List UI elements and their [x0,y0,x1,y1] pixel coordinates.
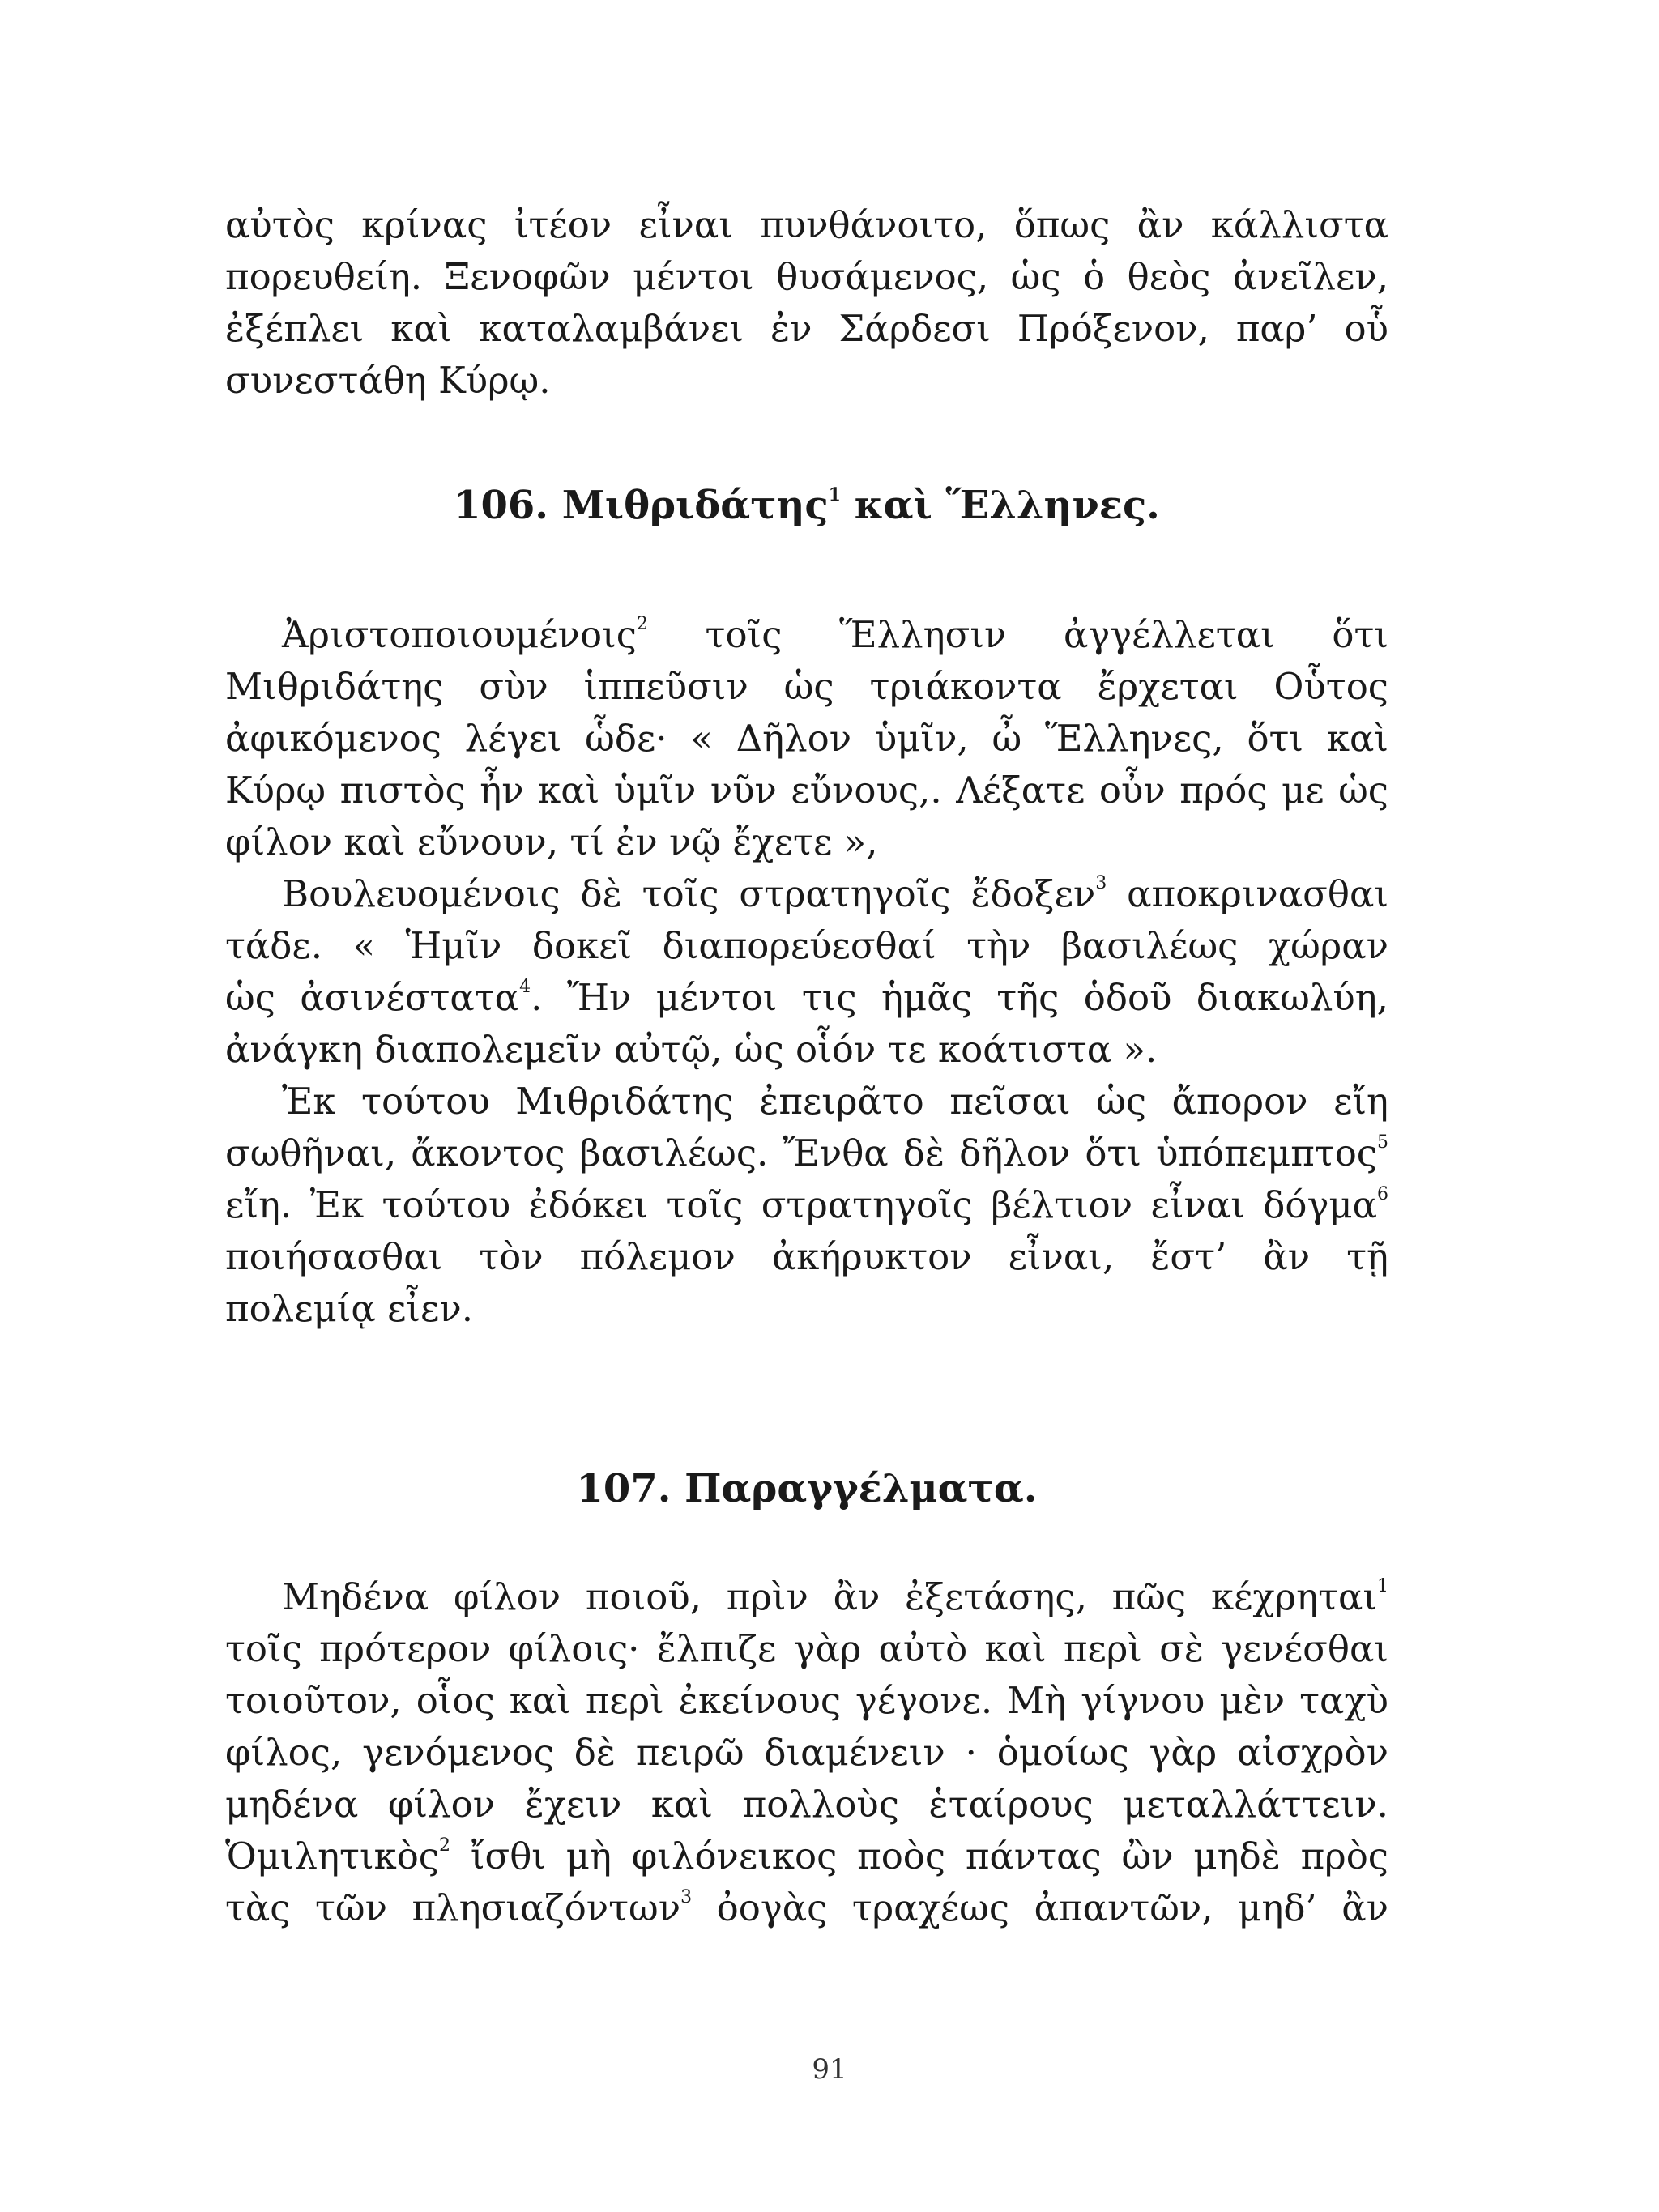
text-run: . Ἤν μέντοι τις ἡμᾶς τῆς ὁδοῦ διακωλύη, [531,976,1388,1019]
text-line [225,1831,1388,1882]
footnote-marker: 3 [680,1887,693,1907]
footnote-marker: 6 [1377,1184,1388,1204]
heading-text: 106. Μιθριδάτης [454,483,829,528]
text-line [225,1882,1388,1934]
text-run: τὰς τῶν πλησιαζόντων [225,1886,681,1929]
text-line: ἀνάγκη διαπολεμεῖν αὐτῷ, ὡς οἷόν τε κοάτιστα ». [225,1028,1158,1071]
intro-paragraph [225,199,1388,407]
footnote-marker: 4 [519,977,531,997]
footnote-marker: 2 [439,1835,451,1856]
text-line: πολεμίᾳ εἶεν. [225,1287,474,1330]
text-line [225,1179,1388,1231]
text-line: ἐξέπλει καὶ καταλαμβάνει ἐν Σάρδεσι Πρόξενον, παρ’ οὗ [225,307,1388,350]
text-run: τοῖς Ἕλλησιν ἀγγέλλεται ὅτι [647,613,1388,656]
page-number: 91 [812,2053,847,2086]
text-line: φίλος, γενόμενος δὲ πειρῶ διαμένειν · ὁμοίως γὰρ αἰσχρὸν [225,1731,1388,1774]
section-107-body [225,1571,1388,1934]
section-heading-107: 107. Παραγγέλματα. [576,1466,1038,1511]
text-run: εἴη. Ἐκ τούτου ἐδόκει τοῖς στρατηγοῖς βέλτιον εἶναι δόγμα [225,1183,1377,1226]
text-line: Ἐκ τούτου Μιθριδάτης ἐπειρᾶτο πεῖσαι ὡς ἄπορον εἴη [282,1080,1388,1123]
footnote-marker: 2 [636,614,648,634]
section-106-body [225,609,1388,1335]
text-run: Βουλευομένοις δὲ τοῖς στρατηγοῖς ἔδοξεν [282,872,1096,915]
text-line: τάδε. « Ἡμῖν δοκεῖ διαπορεύεσθαί τὴν βασιλέως χώραν [225,924,1388,967]
text-run: Μηδένα φίλον ποιοῦ, πρὶν ἂν ἐξετάσης, πῶς κέχρηται [282,1575,1377,1618]
text-run: Ὁμιλητικὸς [225,1835,440,1877]
text-line [225,972,1388,1024]
text-run: ὡς ἀσινέστατα [225,976,520,1019]
footnote-marker: 1 [1377,1576,1388,1596]
text-line: Μιθριδάτης σὺν ἱππεῦσιν ὡς τριάκοντα ἔρχεται Οὗτος [225,665,1388,708]
text-run: ὀογὰς τραχέως ἀπαντῶν, μηδ’ ἂν [692,1886,1388,1929]
text-line [225,868,1388,920]
text-line [225,1127,1388,1179]
text-line: αὐτὸς κρίνας ἰτέον εἶναι πυνθάνοιτο, ὅπως ἂν κάλλιστα [225,203,1388,246]
text-line: πορευθείη. Ξενοφῶν μέντοι θυσάμενος, ὡς ὁ θεὸς ἀνεῖλεν, [225,255,1388,298]
text-line: ποιήσασθαι τὸν πόλεμον ἀκήρυκτον εἶναι, ἔστ’ ἂν τῇ [225,1235,1388,1278]
text-line: Κύρῳ πιστὸς ἦν καὶ ὑμῖν νῦν εὔνους,. Λέξατε οὖν πρός με ὡς [225,769,1388,812]
text-run: αποκρινασθαι [1107,872,1388,915]
text-run: ἴσθι μὴ φιλόνεικος ποὸς πάντας ὢν μηδὲ πρὸς [450,1835,1388,1877]
footnote-marker: 5 [1377,1132,1388,1153]
text-run: σωθῆναι, ἄκοντος βασιλέως. Ἔνθα δὲ δῆλον ὅτι ὑπόπεμπτος [225,1132,1377,1174]
text-line: τοῖς πρότερον φίλοις· ἔλπιζε γὰρ αὐτὸ καὶ περὶ σὲ γενέσθαι [225,1627,1388,1670]
text-line [225,1571,1388,1623]
text-line: μηδένα φίλον ἔχειν καὶ πολλοὺς ἑταίρους μεταλλάττειν. [225,1783,1388,1826]
text-line: ἀφικόμενος λέγει ὧδε· « Δῆλον ὑμῖν, ὦ Ἕλληνες, ὅτι καὶ [225,717,1388,760]
section-heading-106 [225,479,1388,531]
text-line [225,609,1388,661]
footnote-marker: 3 [1095,873,1107,893]
heading-text-rest: καὶ Ἕλληνες. [840,483,1160,528]
footnote-marker: 1 [828,484,841,505]
text-run: Ἀριστοποιουμένοις [282,613,637,656]
text-line: τοιοῦτον, οἷος καὶ περὶ ἐκείνους γέγονε. Μὴ γίγνου μὲν ταχὺ [225,1679,1388,1722]
text-line: συνεστάθη Κύρῳ. [225,359,551,402]
text-line: φίλον καὶ εὔνουν, τί ἐν νῷ ἔχετε », [225,820,878,863]
